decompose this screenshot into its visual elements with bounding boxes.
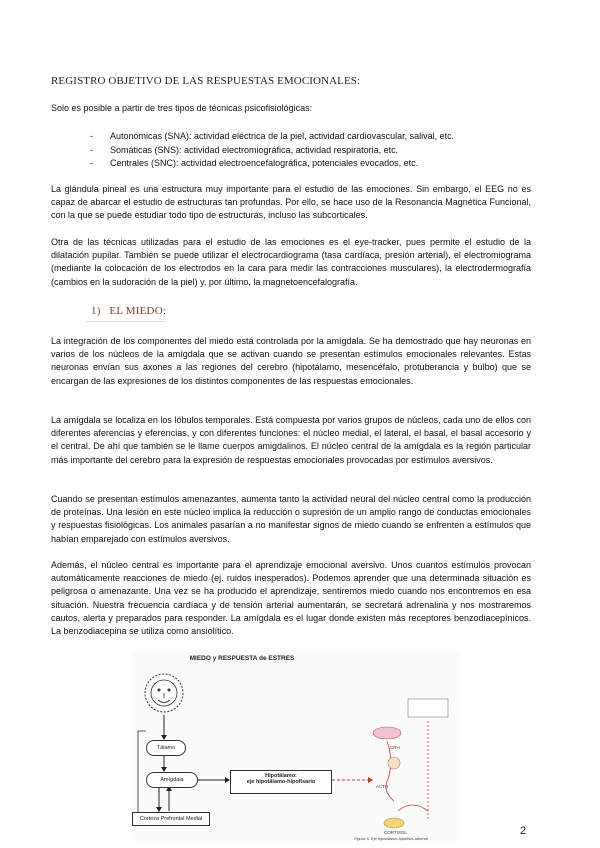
acth-label: ACTH <box>376 784 389 789</box>
paragraph-aversive-learning: Además, el núcleo central es importante para el aprendizaje emocional aversivo. Unos cuantos estímulos provocan automáticamente reacciones de miedo (ej. ruidos inesperados). Podemos aprender que una determinada situación es peligrosa o amenazante. Una vez se ha producido el aprendizaje, sentiremos miedo cuando nos encontremos en esa situación. Nuestra frecuencia cardíaca y de tensión arterial aumentarán, se secretará adrenalina y nos mostraremos cautos, alerta y preparados para responder. La amígdala es el lugar donde existen más receptores benzodiacepínicos. La benzodiacepina se utiliza como ansiolítico. <box>51 560 531 637</box>
paragraph-amigdala-location: La amígdala se localiza en los lóbulos temporales. Está compuesta por varios grupos de núcleos, cada uno de ellos con diferentes aferencias y eferencias, y con diferentes funciones: el núcleo medial, el lateral, el basal, el basal accesorio y el central. De ahí que también se le llame cuerpos amigdalinos. El núcleo central de la amígdala es la región particular más importante del cerebro para la expresión de respuestas emocionales provocadas por estímulos aversivos. <box>51 415 531 465</box>
paragraph-techniques: Otra de las técnicas utilizadas para el estudio de las emociones es el eye-tracker, pues permite el estudio de la dilatación pupilar. También se puede utilizar el electrocardiograma (tasa cardíaca, presión arterial), el electromiograma (mediante la colocación de los electrodos en la cara para medir las contracciones musculares), la electrodermografía (cambios en la sudoración de la piel) y, por último, la magnetoencefalografía. <box>51 237 531 287</box>
crh-label: CRH <box>390 745 400 750</box>
paragraph-pineal: La glándula pineal es una estructura muy importante para el estudio de las emociones. Sin embargo, el EEG no es capaz de abarcar el estudio de estructuras tan profundas. Por ello, se hace uso de la Resonancia Magnética Funcional, con la que se puede estudiar todo tipo de estructuras, incluso las subcorticales. <box>51 184 531 221</box>
section-title-miedo: 1) EL MIEDO: <box>91 305 166 317</box>
stress-response-figure <box>132 651 460 841</box>
page-heading: REGISTRO OBJETIVO DE LAS RESPUESTAS EMOCIONALES: <box>51 75 361 87</box>
paragraph-threat-stimuli: Cuando se presentan estímulos amenazantes, aumenta tanto la actividad neural del núcleo central como la producción de proteínas. Una lesión en este núcleo implica la reducción o supresión de un amplio rango de conductas emocionales y respuestas fisiológicas. Los animales pasarían a no manifestar signos de miedo cuando se enfrenten a estímulos que habían emparejado con estímulos aversivos. <box>51 494 531 544</box>
list-item: - Autonómicas (SNA): actividad eléctrica de la piel, actividad cardiovascular, salival, etc. <box>90 130 454 144</box>
list-item: - Centrales (SNC): actividad electroencefalográfica, potenciales evocados, etc. <box>90 157 454 171</box>
hipotalamo-label: Hipotálamo: <box>265 773 297 779</box>
techniques-list <box>90 130 454 171</box>
talamo-box: Tálamo <box>146 740 186 756</box>
hipotalamo-axis-label: eje hipotálamo-hipofisario <box>246 779 316 785</box>
paragraph-amigdala-integration: La integración de los componentes del miedo está controlada por la amígdala. Se ha demostrado que hay neuronas en varios de los núcleos de la amígdala que se activan cuando se presentan estímulos emocionales relevantes. Estas neuronas envían sus axones a las regiones del cerebro (hipotálamo, mesencéfalo, protuberancia y bulbo) que se encargan de las expresiones de los distintos componentes de las respuestas emocionales. <box>51 336 531 386</box>
intro-paragraph: Solo es posible a partir de tres tipos de técnicas psicofisiológicas: <box>51 103 313 113</box>
section-underline <box>86 321 166 322</box>
lion-icon <box>145 674 183 712</box>
figure-caption: Figura 5. Eje hipotálamo-hipófisis-adrenal <box>354 836 428 841</box>
cortex-box: Corteza Prefrontal Medial <box>132 812 210 826</box>
figure-title: MIEDO y RESPUESTA de ESTRES <box>189 655 295 662</box>
hipotalamo-box <box>230 770 332 794</box>
page-number: 2 <box>520 825 527 837</box>
list-item: - Somáticas (SNS): actividad electromiográfica, actividad respiratoria, etc. <box>90 144 454 158</box>
amigdala-box: Amígdala <box>146 772 198 788</box>
cortisol-label: CORTISOL <box>384 830 407 835</box>
